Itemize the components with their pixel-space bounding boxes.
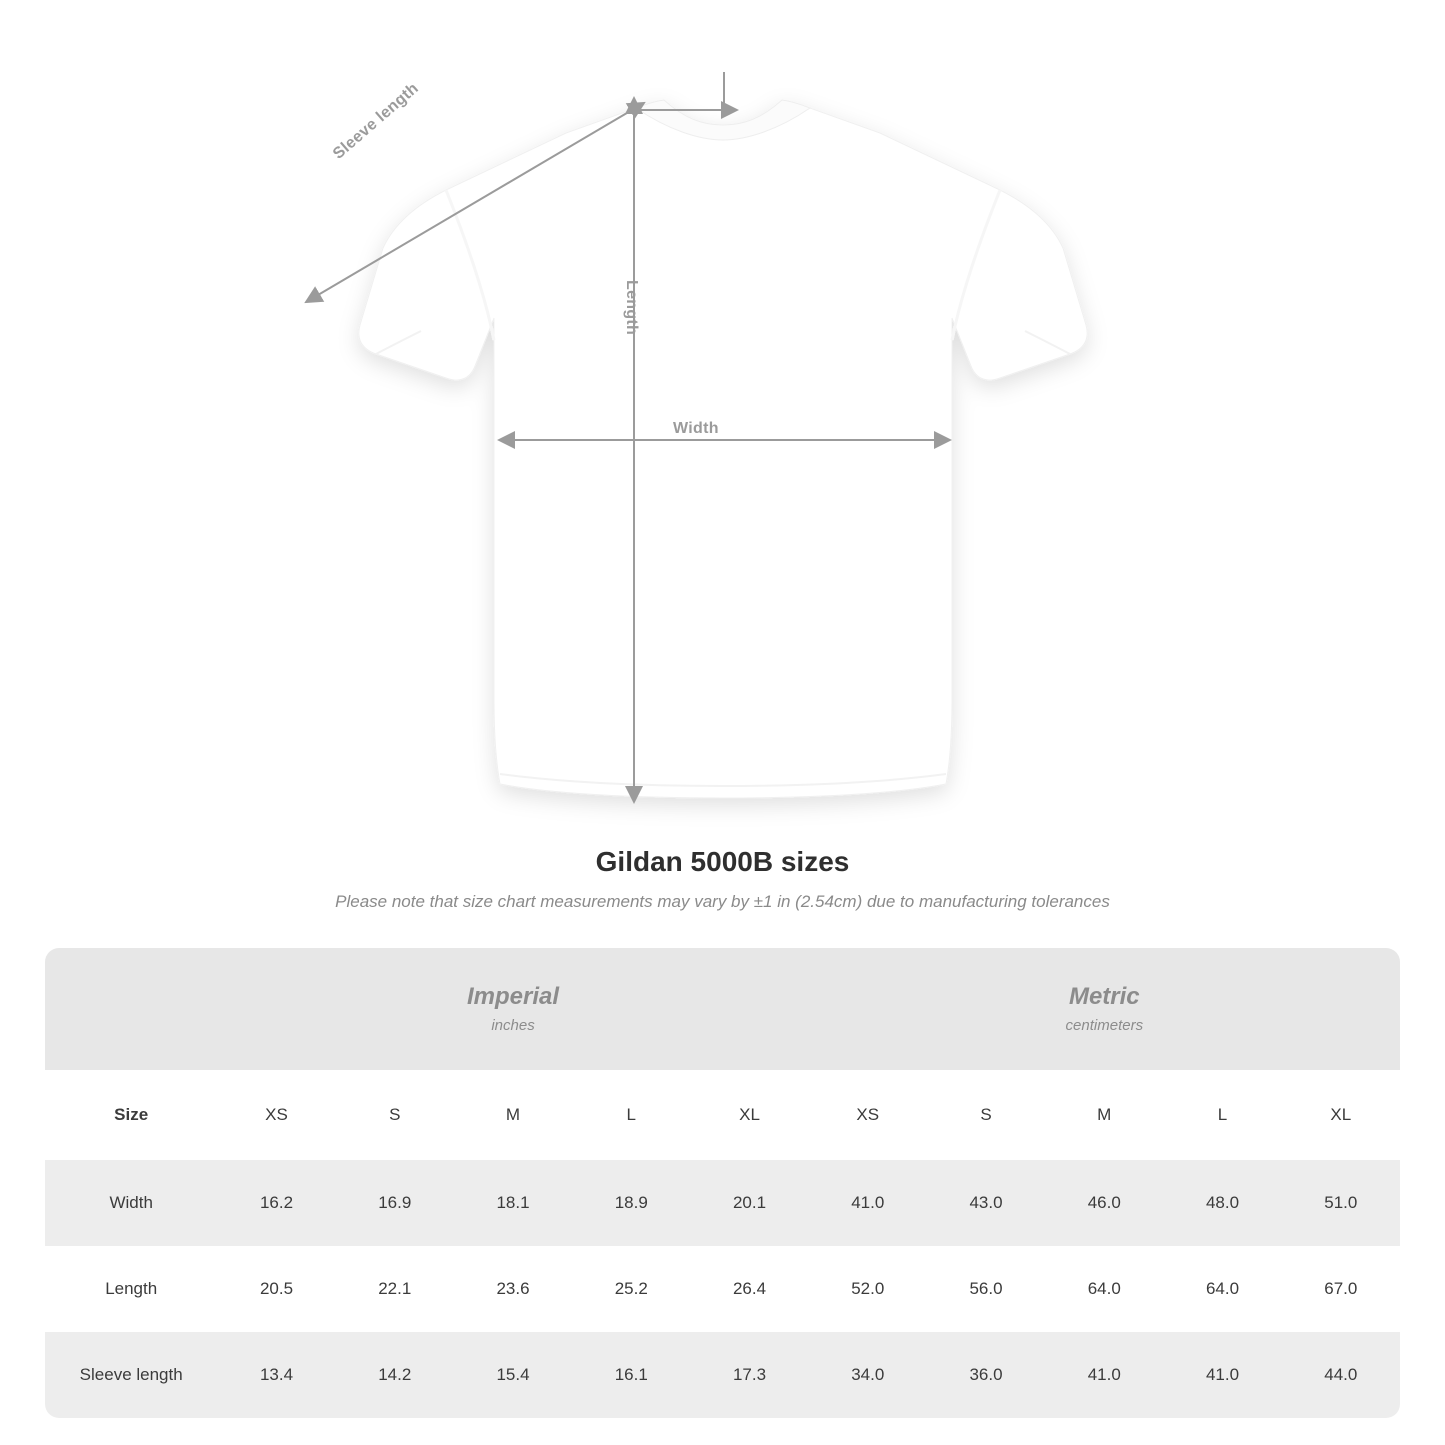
cell-length-imperial-l: 25.2 — [572, 1246, 690, 1332]
col-header-metric-l: L — [1163, 1070, 1281, 1160]
col-header-imperial-xl: XL — [690, 1070, 808, 1160]
unit-group-metric-sub: centimeters — [1065, 1016, 1144, 1034]
sleeve-length-label: Sleeve length — [330, 79, 422, 163]
col-header-imperial-l: L — [572, 1070, 690, 1160]
cell-width-imperial-s: 16.9 — [336, 1160, 454, 1246]
cell-length-imperial-xl: 26.4 — [690, 1246, 808, 1332]
cell-sleeve-imperial-xs: 13.4 — [217, 1332, 335, 1418]
cell-length-metric-xs: 52.0 — [809, 1246, 927, 1332]
cell-sleeve-imperial-l: 16.1 — [572, 1332, 690, 1418]
col-header-metric-s: S — [927, 1070, 1045, 1160]
cell-width-metric-s: 43.0 — [927, 1160, 1045, 1246]
tolerance-note: Please note that size chart measurements may vary by ±1 in (2.54cm) due to manufacturing tolerances — [335, 892, 1110, 911]
col-header-metric-xl: XL — [1282, 1070, 1400, 1160]
cell-length-metric-m: 64.0 — [1045, 1246, 1163, 1332]
size-table — [45, 948, 1400, 1418]
cell-width-imperial-xl: 20.1 — [690, 1160, 808, 1246]
unit-header-row — [45, 948, 1400, 1070]
row-label-sleeve-length: Sleeve length — [45, 1332, 217, 1418]
cell-width-metric-xl: 51.0 — [1282, 1160, 1400, 1246]
cell-sleeve-metric-s: 36.0 — [927, 1332, 1045, 1418]
col-header-imperial-xs: XS — [217, 1070, 335, 1160]
row-label-width: Width — [45, 1160, 217, 1246]
cell-sleeve-imperial-m: 15.4 — [454, 1332, 572, 1418]
row-label-length: Length — [45, 1246, 217, 1332]
size-header-row — [45, 1070, 1400, 1160]
unit-spacer-cell — [45, 948, 217, 1070]
unit-group-imperial-name: Imperial — [466, 983, 560, 1011]
unit-group-metric-name: Metric — [1068, 983, 1140, 1011]
cell-length-metric-xl: 67.0 — [1282, 1246, 1400, 1332]
cell-width-imperial-l: 18.9 — [572, 1160, 690, 1246]
row-header-size: Size — [45, 1070, 217, 1160]
cell-width-imperial-m: 18.1 — [454, 1160, 572, 1246]
cell-width-metric-m: 46.0 — [1045, 1160, 1163, 1246]
cell-length-imperial-xs: 20.5 — [217, 1246, 335, 1332]
width-label: Width — [673, 420, 719, 437]
col-header-imperial-s: S — [336, 1070, 454, 1160]
size-table-wrapper — [45, 948, 1400, 1418]
table-row — [45, 1332, 1400, 1418]
cell-width-metric-l: 48.0 — [1163, 1160, 1281, 1246]
length-label: Length — [623, 280, 640, 336]
col-header-imperial-m: M — [454, 1070, 572, 1160]
table-row — [45, 1246, 1400, 1332]
unit-group-imperial — [217, 948, 808, 1070]
tshirt-shape — [359, 100, 1087, 798]
col-header-metric-m: M — [1045, 1070, 1163, 1160]
cell-length-metric-l: 64.0 — [1163, 1246, 1281, 1332]
cell-sleeve-metric-xl: 44.0 — [1282, 1332, 1400, 1418]
cell-width-imperial-xs: 16.2 — [217, 1160, 335, 1246]
unit-group-metric — [809, 948, 1400, 1070]
cell-length-imperial-m: 23.6 — [454, 1246, 572, 1332]
cell-sleeve-metric-l: 41.0 — [1163, 1332, 1281, 1418]
cell-length-imperial-s: 22.1 — [336, 1246, 454, 1332]
cell-sleeve-imperial-s: 14.2 — [336, 1332, 454, 1418]
page-title: Gildan 5000B sizes — [595, 846, 850, 877]
col-header-metric-xs: XS — [809, 1070, 927, 1160]
cell-sleeve-metric-xs: 34.0 — [809, 1332, 927, 1418]
cell-sleeve-metric-m: 41.0 — [1045, 1332, 1163, 1418]
table-row — [45, 1160, 1400, 1246]
unit-group-imperial-sub: inches — [491, 1016, 535, 1034]
cell-width-metric-xs: 41.0 — [809, 1160, 927, 1246]
cell-sleeve-imperial-xl: 17.3 — [690, 1332, 808, 1418]
cell-length-metric-s: 56.0 — [927, 1246, 1045, 1332]
